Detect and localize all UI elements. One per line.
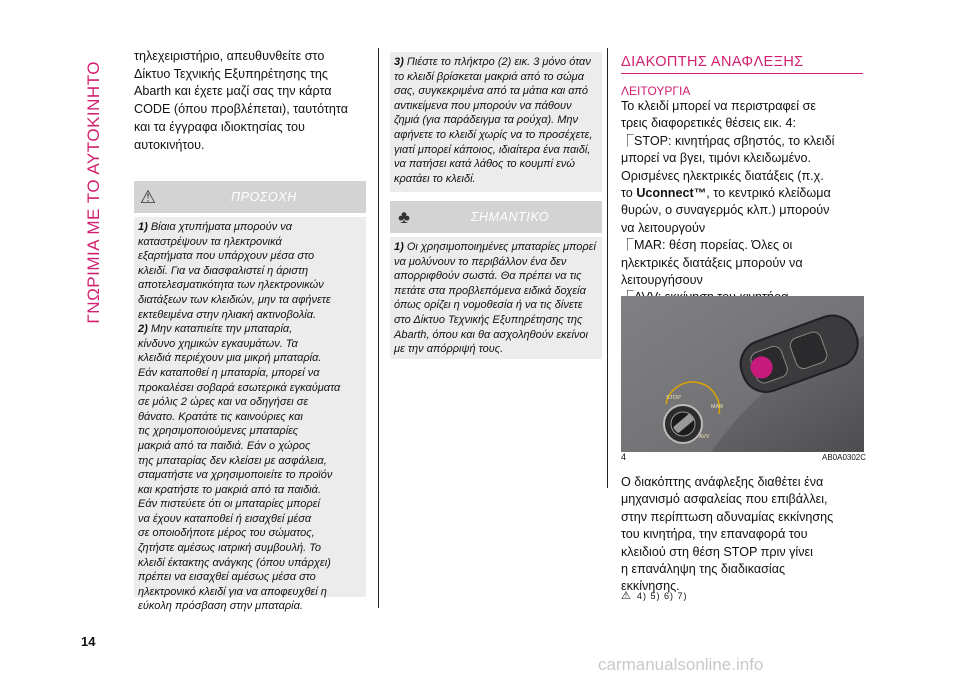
note-text: κλειδί. Για να διασφαλιστεί η άριστη <box>138 264 309 277</box>
key-bullet-icon: ⎾ <box>621 238 634 253</box>
position-text: να λειτουργούν <box>621 220 706 235</box>
note-line <box>138 599 362 614</box>
note-line <box>138 337 362 352</box>
important-box <box>390 237 602 359</box>
position-line <box>621 168 866 185</box>
column-divider-2 <box>607 48 608 488</box>
label-mar: MAR <box>711 404 724 410</box>
note-text: απορριφθούν σωστά. Θα πρέπει να τις <box>394 270 582 283</box>
note-text: διατάξεων των κλειδιών, μην τα αφήνετε <box>138 293 331 306</box>
text-line: η επανάληψη της διαδικασίας <box>621 562 786 577</box>
column-divider-1 <box>378 48 379 608</box>
note-line <box>138 468 362 483</box>
note-line <box>138 308 362 323</box>
text-line: Abarth και έχετε μαζί σας την κάρτα <box>134 84 332 99</box>
warning-title: ΠΡΟΣΟΧΗ <box>231 190 297 204</box>
note-text: σας, συγκεκριμένα από τα μάτια και από <box>394 85 589 98</box>
warning-box-continued <box>390 52 602 192</box>
label-avv: AVV <box>699 434 710 440</box>
note-text: πετάτε στα προβλεπόμενα ειδικά δοχεία <box>394 284 586 297</box>
note-text: κλειδί έκτακτης ανάγκης (όπου υπάρχει) <box>138 556 331 569</box>
note-text: κλειδιά περιέχουν μια μικρή μπαταρία. <box>138 352 322 365</box>
position-text: το Uconnect™, το κεντρικό κλείδωμα <box>621 186 831 201</box>
note-line <box>138 395 362 410</box>
warning-banner <box>134 181 366 213</box>
note-line <box>138 454 362 469</box>
note-line <box>138 439 362 454</box>
warning-triangle-icon: ⚠ <box>139 186 157 207</box>
operation-text <box>621 98 866 307</box>
note-line <box>394 313 598 328</box>
section-rule <box>621 73 863 74</box>
ignition-key-figure <box>621 296 864 452</box>
note-line <box>394 240 598 255</box>
note-text: εκτεθειμένα στην ηλιακή ακτινοβολία. <box>138 308 317 321</box>
text-line: μηχανισμό ασφαλείας που επιβάλλει, <box>621 492 828 507</box>
text-line: Ο διακόπτης ανάφλεξης διαθέτει ένα <box>621 475 824 489</box>
text-line: τηλεχειριστήριο, απευθυνθείτε στο <box>134 49 325 63</box>
note-line <box>138 541 362 556</box>
note-number: 1) <box>394 241 407 253</box>
tree-icon: ♣ <box>398 206 410 227</box>
note-line <box>138 526 362 541</box>
note-text: και κρατήστε το μακριά από τα παιδιά. <box>138 483 321 496</box>
note-text: να πατήσει κατά λάθος το κουμπί ενώ <box>394 158 575 171</box>
key-bullet-icon: ⎾ <box>621 133 634 148</box>
note-text: καταστρέψουν τα ηλεκτρονικά <box>138 235 282 248</box>
note-line <box>394 298 598 313</box>
position-text: θυρών, ο συναγερμός κλπ.) μπορούν <box>621 203 830 218</box>
note-line <box>138 322 362 337</box>
warning-references: 4) 5) 6) 7) <box>637 591 688 601</box>
note-text: ζημιά (για παράδειγμα τα ρούχα). Μην <box>394 114 579 127</box>
note-text: στο Δίκτυο Τεχνικής Εξυπηρέτησης της <box>394 313 583 326</box>
note-text: μακριά από τα παιδιά. Εάν ο χώρος <box>138 439 311 452</box>
note-number: 3) <box>394 56 407 68</box>
note-text: το κλειδί βρίσκεται μακριά από το σώμα <box>394 70 584 83</box>
section-title: ΔΙΑΚΟΠΤΗΣ ΑΝΑΦΛΕΞΗΣ <box>621 54 804 70</box>
text-line: τρεις διαφορετικές θέσεις εικ. 4: <box>621 116 796 131</box>
note-line <box>394 128 598 143</box>
note-text: εύκολη πρόσβαση στην μπαταρία. <box>138 600 303 613</box>
note-line <box>394 70 598 85</box>
note-line <box>394 255 598 270</box>
text-line: του κινητήρα, την επαναφορά του <box>621 527 808 542</box>
note-line <box>138 512 362 527</box>
note-text: Εάν καταποθεί η μπαταρία, μπορεί να <box>138 366 320 379</box>
important-title: ΣΗΜΑΝΤΙΚΟ <box>470 210 550 224</box>
position-text: Ορισμένες ηλεκτρικές διατάξεις (π.χ. <box>621 168 824 183</box>
note-text: Μην καταπιείτε την μπαταρία, <box>150 323 293 336</box>
note-text: με την απόρριψή τους. <box>394 343 504 356</box>
note-text: σε μόλις 2 ώρες και να οδηγήσει σε <box>138 396 309 409</box>
position-line <box>621 220 866 237</box>
position-line <box>621 133 866 150</box>
watermark: carmanualsonline.info <box>598 655 764 674</box>
text-line: CODE (όπου προβλέπεται), ταυτότητα <box>134 102 349 117</box>
note-line <box>138 264 362 279</box>
note-line <box>394 284 598 299</box>
note-text: ζητήστε αμέσως ιατρική συμβουλή. Το <box>138 542 322 555</box>
text-line: Το κλειδί μπορεί να περιστραφεί σε <box>621 99 816 113</box>
position-line <box>621 272 866 289</box>
note-line <box>138 585 362 600</box>
note-text: όπως ορίζει η νομοθεσία ή να τις δίνετε <box>394 299 583 312</box>
note-text: πρέπει να εισαχθεί αμέσως μέσα στο <box>138 571 316 584</box>
page-number: 14 <box>81 634 96 649</box>
note-line <box>138 235 362 250</box>
label-stop: STOP <box>666 395 681 401</box>
note-text: προκαλέσει σοβαρά εσωτερικά εγκαύματα <box>138 381 341 394</box>
position-text: MAR: θέση πορείας. Όλες οι <box>634 238 793 253</box>
note-text: σε οποιοδήποτε μέρος του σώματος, <box>138 527 315 540</box>
note-text: κρατάει το κλειδί. <box>394 172 476 185</box>
note-text: Abarth, όπου και θα ασχοληθούν εκείνοι <box>394 328 588 341</box>
note-line <box>394 113 598 128</box>
note-line <box>394 172 598 187</box>
note-text: ηλεκτρονικό κλειδί για να αποφευχθεί η <box>138 585 327 598</box>
note-line <box>138 556 362 571</box>
note-number: 1) <box>138 221 151 233</box>
note-text: να μολύνουν το περιβάλλον ένα δεν <box>394 255 567 268</box>
note-line <box>138 483 362 498</box>
note-text: τις χρησιμοποιούμενες μπαταρίες <box>138 425 299 438</box>
note-text: της μπαταρίας δεν κλείσει με ασφάλεια, <box>138 454 327 467</box>
note-line <box>394 55 598 70</box>
body-text-col1 <box>134 48 366 154</box>
note-text: κίνδυνο χημικών εγκαυμάτων. Τα <box>138 337 298 350</box>
note-line <box>138 410 362 425</box>
note-text: γιατί μπορεί κάποιος, ιδιαίτερα ένα παιδί, <box>394 143 591 156</box>
note-line <box>138 220 362 235</box>
note-line <box>138 424 362 439</box>
chapter-side-title: ΓΝΩΡΙΜΙΑ ΜΕ ΤΟ ΑΥΤΟΚΙΝΗΤΟ <box>84 61 103 324</box>
note-line <box>138 497 362 512</box>
small-warning-icon: ⚠ <box>621 590 631 602</box>
position-line <box>621 202 866 219</box>
position-line <box>621 255 866 272</box>
position-line <box>621 237 866 254</box>
note-line <box>394 99 598 114</box>
text-line: κλειδιού στη θέση STOP πριν γίνει <box>621 544 813 559</box>
important-banner <box>390 201 602 233</box>
note-text: θάνατο. Κρατάτε τις καινούριες και <box>138 410 303 423</box>
subsection-title: ΛΕΙΤΟΥΡΓΙΑ <box>621 84 691 98</box>
note-text: Βίαια χτυπήματα μπορούν να <box>150 221 293 233</box>
note-line <box>138 366 362 381</box>
note-text: Εάν πιστεύετε ότι οι μπαταρίες μπορεί <box>138 498 320 511</box>
safety-mechanism-text <box>621 474 866 596</box>
note-line <box>394 157 598 172</box>
position-text: ηλεκτρικές διατάξεις μπορούν να <box>621 255 803 270</box>
figure-code: AB0A0302C <box>822 453 867 462</box>
note-text: να έχουν καταποθεί ή εισαχθεί μέσα <box>138 512 312 525</box>
position-text: STOP: κινητήρας σβηστός, το κλειδί <box>634 133 835 148</box>
note-text: αντικείμενα που μπορούν να πάθουν <box>394 99 572 112</box>
note-text: εξαρτήματα που υπάρχουν μέσα στο <box>138 250 315 263</box>
note-text: Πιέστε το πλήκτρο (2) εικ. 3 μόνο όταν <box>406 56 591 68</box>
note-text: αφήνετε το κλειδί χωρίς να το προσέχετε, <box>394 128 593 141</box>
position-text: μπορεί να βγει, τιμόνι κλειδωμένο. <box>621 151 812 166</box>
note-line <box>138 351 362 366</box>
note-line <box>394 143 598 158</box>
note-line <box>138 278 362 293</box>
note-text: σταματήστε να χρησιμοποιείτε το προϊόν <box>138 469 333 482</box>
position-line <box>621 150 866 167</box>
note-line <box>138 381 362 396</box>
text-line: και τα έγγραφα ιδιοκτησίας του <box>134 119 305 134</box>
note-line <box>138 293 362 308</box>
note-text: Οι χρησιμοποιημένες μπαταρίες μπορεί <box>406 241 596 253</box>
figure-number: 4 <box>621 452 627 462</box>
text-line: αυτοκινήτου. <box>134 137 205 152</box>
note-line <box>138 249 362 264</box>
note-number: 2) <box>138 323 151 336</box>
note-text: αποτελεσματικότητα των ηλεκτρονικών <box>138 279 324 292</box>
text-line: στην περίπτωση αδυναμίας εκκίνησης <box>621 509 834 524</box>
note-line <box>394 84 598 99</box>
note-line <box>394 328 598 343</box>
position-line <box>621 185 866 202</box>
position-text: λειτουργήσουν <box>621 273 703 288</box>
text-line: εκκίνησης. <box>621 579 680 594</box>
note-line <box>138 570 362 585</box>
text-line: Δίκτυο Τεχνικής Εξυπηρέτησης της <box>134 66 328 81</box>
note-line <box>394 342 598 357</box>
note-line <box>394 269 598 284</box>
warning-box <box>134 217 366 613</box>
